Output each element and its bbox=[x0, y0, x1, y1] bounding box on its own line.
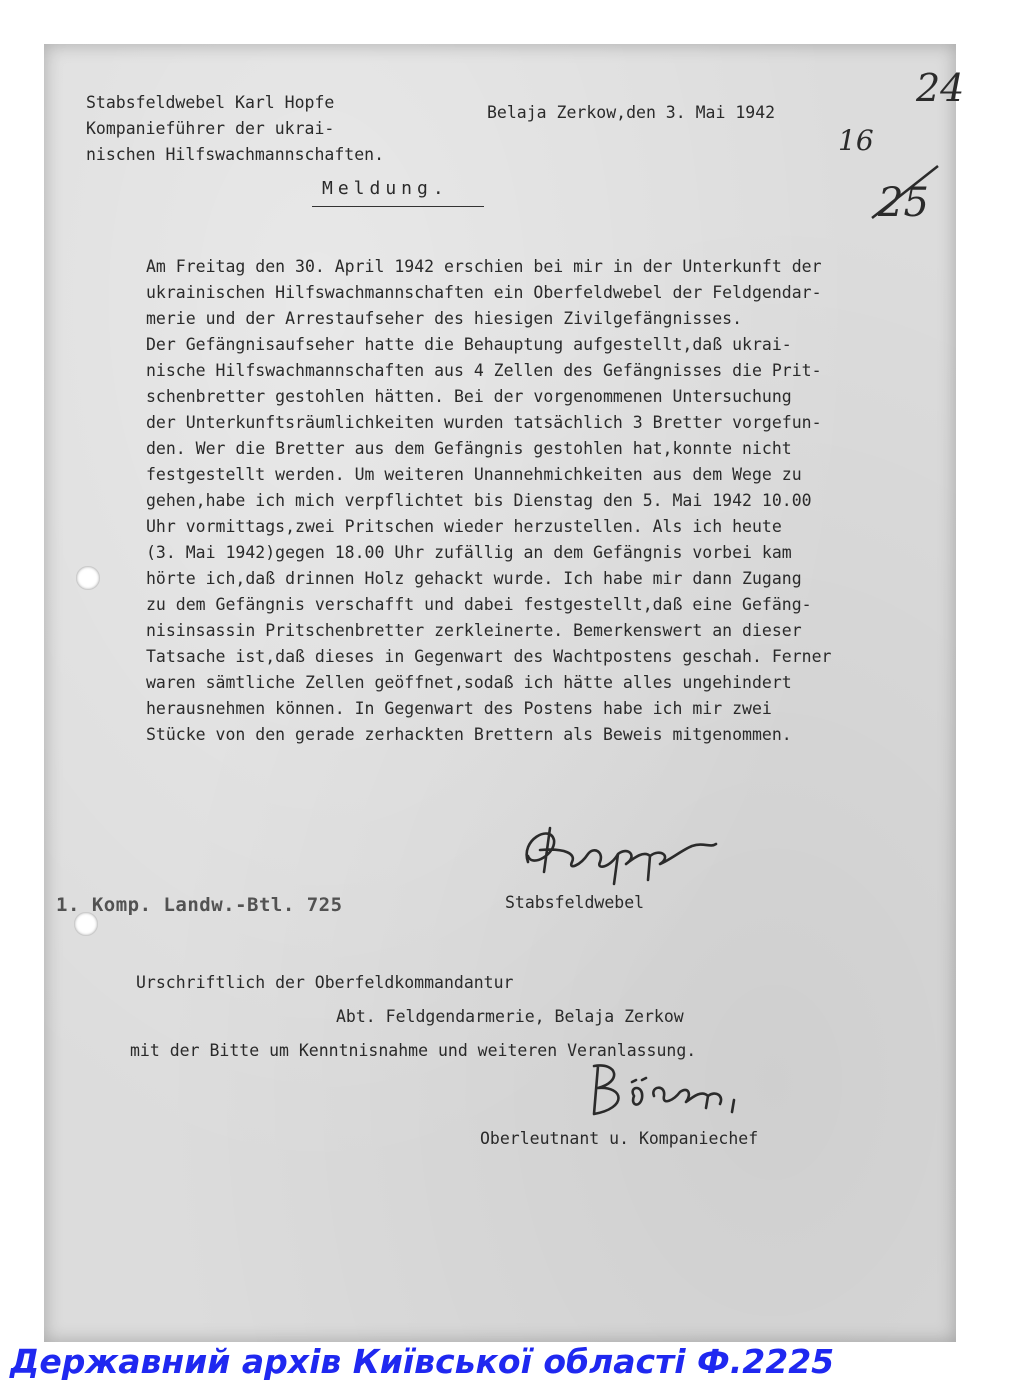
body-line: Der Gefängnisaufseher hatte die Behauptung aufgestellt,daß ukrai- bbox=[146, 335, 792, 354]
signature-hopfe bbox=[510, 810, 730, 890]
forward-line-1: Urschriftlich der Oberfeldkommandantur bbox=[136, 973, 514, 992]
body-line: Stücke von den gerade zerhackten Brettern als Beweis mitgenommen. bbox=[146, 725, 792, 744]
folio-number-struck: 25 bbox=[878, 180, 929, 226]
body-line: (3. Mai 1942)gegen 18.00 Uhr zufällig an dem Gefängnis vorbei kam bbox=[146, 543, 792, 562]
body-line: ukrainischen Hilfswachmannschaften ein Oberfeldwebel der Feldgendar- bbox=[146, 283, 822, 302]
body-line: waren sämtliche Zellen geöffnet,sodaß ich hätte alles ungehindert bbox=[146, 673, 792, 692]
body-line: den. Wer die Bretter aus dem Gefängnis gestohlen hat,konnte nicht bbox=[146, 439, 792, 458]
body-line: merie und der Arrestaufseher des hiesigen Zivilgefängnisses. bbox=[146, 309, 743, 328]
body-line: zu dem Gefängnis verschafft und dabei festgestellt,daß eine Gefäng- bbox=[146, 595, 812, 614]
unit-stamp: 1. Komp. Landw.-Btl. 725 bbox=[56, 894, 343, 916]
folio-number-mid: 16 bbox=[838, 124, 874, 157]
body-line: nisinsassin Pritschenbretter zerkleinerte. Bemerkenswert an dieser bbox=[146, 621, 802, 640]
document-title: Meldung. bbox=[322, 178, 449, 199]
body-line: gehen,habe ich mich verpflichtet bis Dienstag den 5. Mai 1942 10.00 bbox=[146, 491, 812, 510]
body-line: hörte ich,daß drinnen Holz gehackt wurde. Ich habe mir dann Zugang bbox=[146, 569, 802, 588]
body-line: der Unterkunftsräumlichkeiten wurden tatsächlich 3 Bretter vorgefun- bbox=[146, 413, 822, 432]
body-line: Tatsache ist,daß dieses in Gegenwart des Wachtpostens geschah. Ferner bbox=[146, 647, 832, 666]
folio-number-top: 24 bbox=[916, 66, 965, 110]
body-line: festgestellt werden. Um weiteren Unannehmichkeiten aus dem Wege zu bbox=[146, 465, 802, 484]
sender-line-2: Kompanieführer der ukrai- bbox=[86, 119, 335, 138]
punch-hole-top bbox=[76, 566, 100, 590]
body-line: schenbretter gestohlen hätten. Bei der vorgenommenen Untersuchung bbox=[146, 387, 792, 406]
sender-line-1: Stabsfeldwebel Karl Hopfe bbox=[86, 93, 335, 112]
body-line: Am Freitag den 30. April 1942 erschien bei mir in der Unterkunft der bbox=[146, 257, 822, 276]
forward-line-3: mit der Bitte um Kenntnisnahme und weiteren Veranlassung. bbox=[130, 1041, 697, 1060]
body-line: herausnehmen können. In Gegenwart des Postens habe ich mir zwei bbox=[146, 699, 772, 718]
sender-line-3: nischen Hilfswachmannschaften. bbox=[86, 145, 385, 164]
body-line: Uhr vormittags,zwei Pritschen wieder herzustellen. Als ich heute bbox=[146, 517, 782, 536]
signature-officer bbox=[584, 1056, 764, 1126]
signature1-rank: Stabsfeldwebel bbox=[505, 893, 645, 912]
signature2-rank: Oberleutnant u. Kompaniechef bbox=[480, 1129, 759, 1148]
forward-line-2: Abt. Feldgendarmerie, Belaja Zerkow bbox=[336, 1007, 684, 1026]
archive-caption: Державний архів Київської області Ф.2225 bbox=[10, 1342, 835, 1381]
body-line: nische Hilfswachmannschaften aus 4 Zellen des Gefängnisses die Prit- bbox=[146, 361, 822, 380]
place-date: Belaja Zerkow,den 3. Mai 1942 bbox=[487, 103, 776, 122]
folio-strike-mark bbox=[868, 160, 948, 230]
title-underline bbox=[312, 206, 484, 207]
